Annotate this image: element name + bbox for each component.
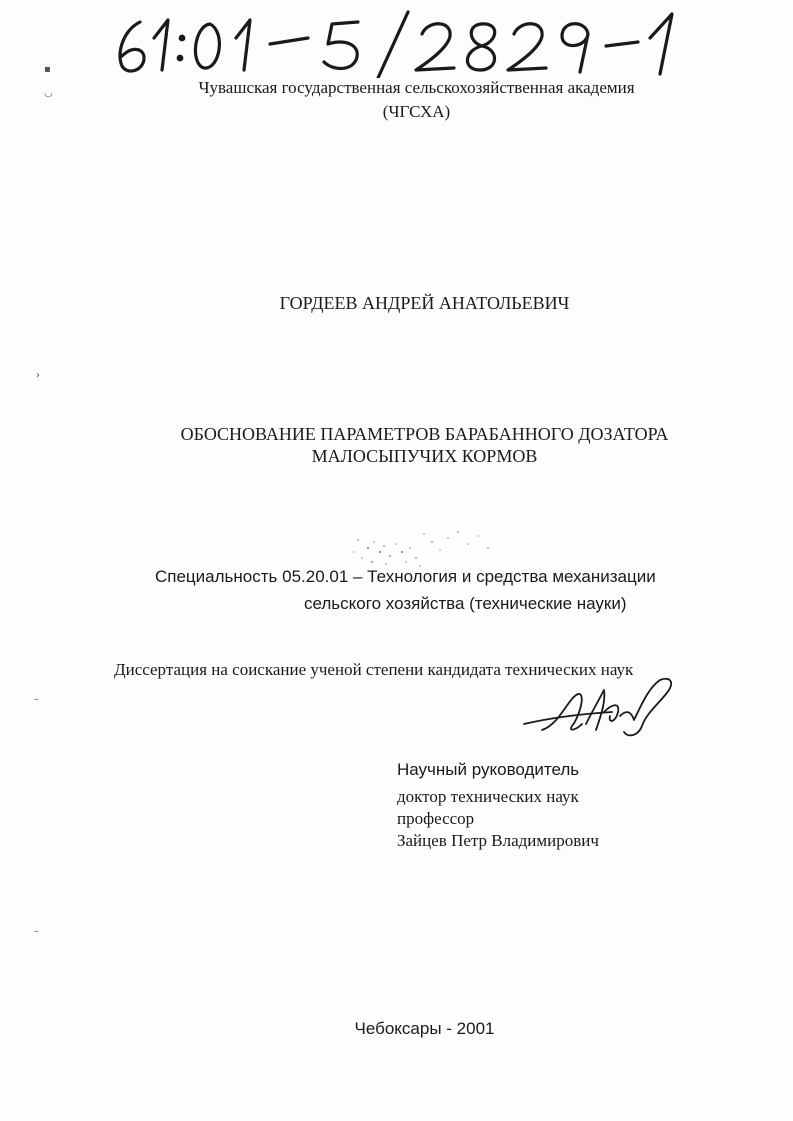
margin-mark: › [36,370,40,381]
margin-mark: ◡ [44,88,53,99]
signature [520,668,690,748]
supervisor-rank: профессор [397,809,475,828]
degree-statement: Диссертация на соискание ученой степени кандидата технических наук [114,660,634,679]
scan-smudge [350,522,500,572]
handwritten-catalog-number [110,8,690,78]
margin-mark: – [34,926,39,937]
thesis-title-line1: ОБОСНОВАНИЕ ПАРАМЕТРОВ БАРАБАННОГО ДОЗАТОРА [180,424,669,444]
margin-mark: – [34,694,39,705]
specialty-line1: Специальность 05.20.01 – Технология и средства механизации [155,567,656,586]
supervisor-degree: доктор технических наук [397,787,579,806]
thesis-title [0,423,793,467]
thesis-title-line2: МАЛОСЫПУЧИХ КОРМОВ [311,446,538,466]
city-year: Чебоксары - 2001 [354,1019,495,1038]
institution-name: Чувашская государственная сельскохозяйственная академия [198,78,635,97]
institution-abbreviation: (ЧГСХА) [382,102,451,121]
supervisor-label: Научный руководитель [397,760,580,779]
supervisor-name: Зайцев Петр Владимирович [397,831,599,850]
specialty-line2: сельского хозяйства (технические науки) [304,594,627,613]
margin-mark: ▪ [44,64,51,75]
author-name: ГОРДЕЕВ АНДРЕЙ АНАТОЛЬЕВИЧ [279,293,570,313]
